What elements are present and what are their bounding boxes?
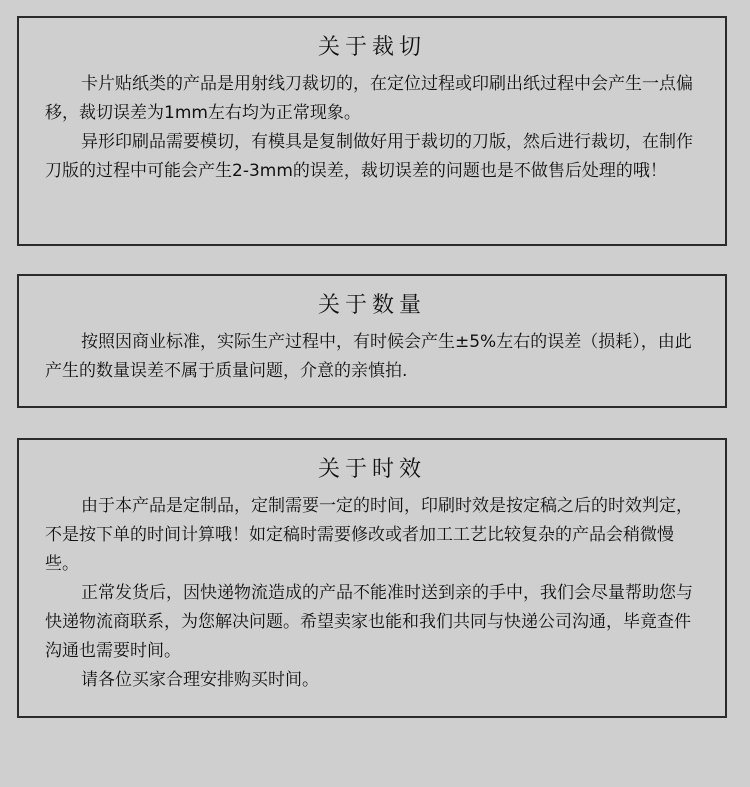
section-title: 关于裁切 xyxy=(317,35,426,60)
section-paragraph: 异形印刷品需要模切，有模具是复制做好用于裁切的刀版，然后进行裁切，在制作刀版的过程中可能会产生2-3mm的误差，裁切误差的问题也是不做售后处理的哦！ xyxy=(45,132,693,181)
section-paragraph: 正常发货后，因快递物流造成的产品不能准时送到亲的手中，我们会尽量帮助您与快递物流商联系，为您解决问题。希望卖家也能和我们共同与快递公司沟通，毕竟查件沟通也需要时间。 xyxy=(45,583,693,661)
section-paragraph: 请各位买家合理安排购买时间。 xyxy=(81,670,319,690)
section-paragraph: 按照因商业标准，实际生产过程中，有时候会产生±5%左右的误差（损耗），由此产生的数量误差不属于质量问题，介意的亲慎拍. xyxy=(45,332,692,381)
section-quantity xyxy=(17,274,727,408)
section-title: 关于时效 xyxy=(317,457,426,482)
section-timeliness xyxy=(17,438,727,718)
section-title: 关于数量 xyxy=(317,293,426,318)
section-cutting xyxy=(17,16,727,246)
section-paragraph: 由于本产品是定制品，定制需要一定的时间，印刷时效是按定稿之后的时效判定，不是按下单的时间计算哦！如定稿时需要修改或者加工工艺比较复杂的产品会稍微慢些。 xyxy=(45,496,693,574)
section-paragraph: 卡片贴纸类的产品是用射线刀裁切的，在定位过程或印刷出纸过程中会产生一点偏移，裁切误差为1mm左右均为正常现象。 xyxy=(45,74,693,123)
